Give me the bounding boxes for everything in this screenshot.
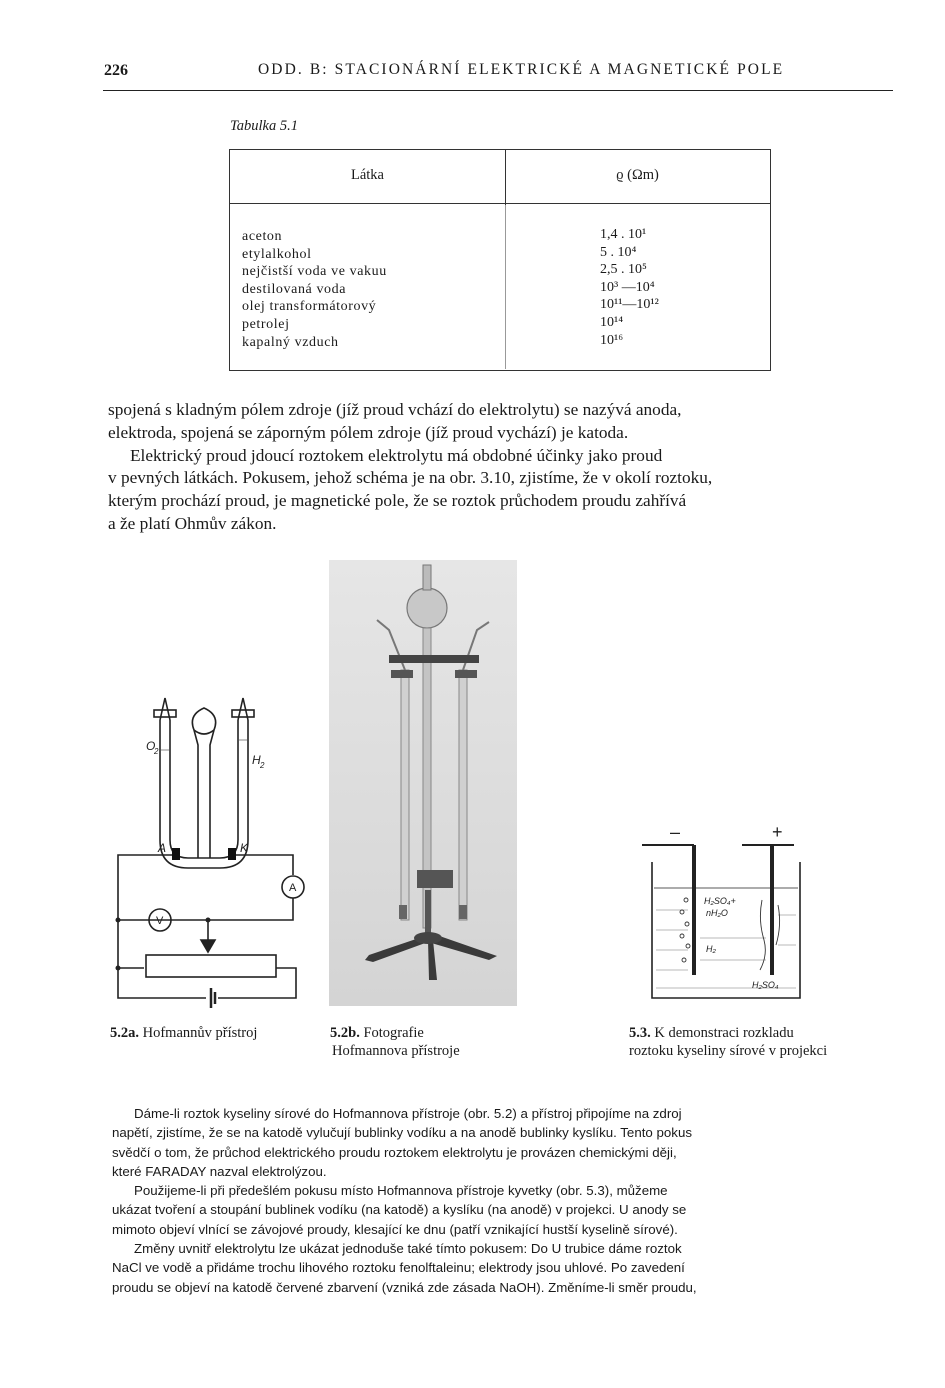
table-header-resistivity: ϱ (Ωm) bbox=[616, 167, 659, 183]
text-line: které FARADAY nazval elektrolýzou. bbox=[112, 1163, 327, 1179]
figure-cuvette bbox=[632, 820, 802, 1005]
running-title: ODD. B: STACIONÁRNÍ ELEKTRICKÉ A MAGNETICKÉ POLE bbox=[258, 61, 785, 78]
label-nh2o: nH₂O bbox=[706, 908, 728, 918]
text-line: NaCl ve vodě a přidáme trochu lihového roztoku fenolftaleinu; elektrody jsou uhlové. Po zavedení bbox=[112, 1260, 685, 1276]
caption-fig-5-2a bbox=[110, 1024, 257, 1042]
label-o2-sub: 2 bbox=[154, 747, 159, 756]
voltmeter-symbol: V bbox=[156, 915, 164, 927]
text-line: spojená s kladným pólem zdroje (jíž proud vchází do elektrolytu) se nazývá anoda, bbox=[108, 400, 682, 419]
caption-number: 5.2b. bbox=[330, 1025, 360, 1041]
caption-fig-5-2b bbox=[330, 1024, 460, 1060]
ammeter-symbol: A bbox=[289, 882, 297, 894]
caption-text: K demonstraci rozkladu bbox=[654, 1025, 794, 1041]
caption-text: roztoku kyseliny sírové v projekci bbox=[629, 1043, 828, 1059]
table-cell-value: 10¹⁴ bbox=[600, 314, 624, 330]
table-cell-substance: petrolej bbox=[242, 316, 290, 332]
label-h2: H bbox=[252, 753, 261, 767]
table-cell-substance: destilovaná voda bbox=[242, 281, 347, 297]
table-header-substance: Látka bbox=[350, 167, 384, 183]
text-line: mimoto objeví vlnící se závojové proudy, klesající ke dnu (patří vznikající hustší kyselině sírové). bbox=[112, 1221, 678, 1237]
table-substance-column bbox=[242, 228, 387, 351]
text-line: Elektrický proud jdoucí roztokem elektrolytu má obdobné účinky jako proud bbox=[130, 445, 663, 465]
text-line: Použijeme-li při předešlém pokusu místo Hofmannova přístroje kyvetky (obr. 5.3), můžeme bbox=[134, 1183, 668, 1199]
text-line: Změny uvnitř elektrolytu lze ukázat jednoduše také tímto pokusem: Do U trubice dáme roztok bbox=[134, 1241, 682, 1257]
label-cathode: K bbox=[240, 841, 249, 855]
body-paragraph-2 bbox=[112, 1104, 905, 1297]
table-cell-value: 2,5 . 10⁵ bbox=[600, 262, 647, 278]
text-line: elektroda, spojená se záporným pólem zdroje (jíž proud vychází) je katoda. bbox=[108, 422, 629, 442]
table-cell-value: 10¹⁶ bbox=[600, 332, 624, 348]
table-divider-body bbox=[505, 205, 506, 369]
header-rule bbox=[103, 90, 893, 91]
body-paragraph-1 bbox=[108, 399, 898, 536]
plus-pole: + bbox=[772, 822, 783, 842]
table-caption: Tabulka 5.1 bbox=[230, 118, 298, 134]
table-cell-substance: aceton bbox=[242, 229, 283, 244]
table-cell-substance: etylalkohol bbox=[242, 246, 312, 262]
table-cell-value: 1,4 . 10¹ bbox=[600, 227, 647, 242]
caption-text: Hofmannova přístroje bbox=[332, 1043, 460, 1059]
text-line: kterým prochází proud, je magnetické pole, že se roztok průchodem proudu zahřívá bbox=[108, 491, 687, 511]
table-cell-value: 10³ —10⁴ bbox=[600, 279, 655, 295]
label-anode: A bbox=[158, 841, 167, 855]
table-value-column bbox=[600, 226, 659, 349]
table-cell-substance: nejčistší voda ve vakuu bbox=[242, 264, 387, 280]
text-line: proudu se objeví na katodě červené zbarvení (vzniká zde zásada NaOH). Změníme-li směr proudu, bbox=[112, 1279, 697, 1295]
table-cell-substance: olej transformátorový bbox=[242, 299, 377, 315]
text-line: napětí, zjistíme, že se na katodě vylučují bublinky vodíku a na anodě bublinky kyslíku. Tento pokus bbox=[112, 1125, 692, 1141]
label-h2so4-plus: H₂SO₄+ bbox=[704, 896, 736, 906]
text-line: ukázat tvoření a stoupání bublinek vodíku (na katodě) a kyslíku (na anodě) v projekci. U anody se bbox=[112, 1202, 687, 1218]
caption-text: Fotografie bbox=[363, 1025, 424, 1041]
text-line: Dáme-li roztok kyseliny sírové do Hofmannova přístroje (obr. 5.2) a přístroj připojíme na zdroj bbox=[134, 1106, 682, 1121]
caption-number: 5.3. bbox=[629, 1025, 651, 1041]
label-h2so4: H₂SO₄ bbox=[752, 980, 779, 990]
text-line: svědčí o tom, že průchod elektrického proudu roztokem elektrolytu je provázen chemickými ději, bbox=[112, 1144, 677, 1160]
figure-hofmann-schematic bbox=[108, 690, 313, 1010]
table-cell-value: 10¹¹—10¹² bbox=[600, 297, 659, 313]
label-h2: H₂ bbox=[706, 944, 716, 954]
page-number: 226 bbox=[104, 62, 128, 79]
table-cell-value: 5 . 10⁴ bbox=[600, 244, 637, 260]
text-line: a že platí Ohmův zákon. bbox=[108, 513, 277, 533]
caption-number: 5.2a. bbox=[110, 1025, 139, 1041]
label-o2: O bbox=[146, 739, 156, 753]
table-header-rule bbox=[230, 203, 770, 204]
figure-hofmann-photo bbox=[329, 560, 517, 1006]
resistivity-table bbox=[229, 149, 771, 371]
label-h2-sub: 2 bbox=[260, 761, 265, 770]
caption-fig-5-3 bbox=[629, 1024, 827, 1060]
caption-text: Hofmannův přístroj bbox=[142, 1025, 258, 1041]
text-line: v pevných látkách. Pokusem, jehož schéma je na obr. 3.10, zjistíme, že v okolí roztoku, bbox=[108, 468, 713, 488]
table-cell-substance: kapalný vzduch bbox=[242, 334, 339, 350]
minus-pole: – bbox=[670, 822, 681, 842]
